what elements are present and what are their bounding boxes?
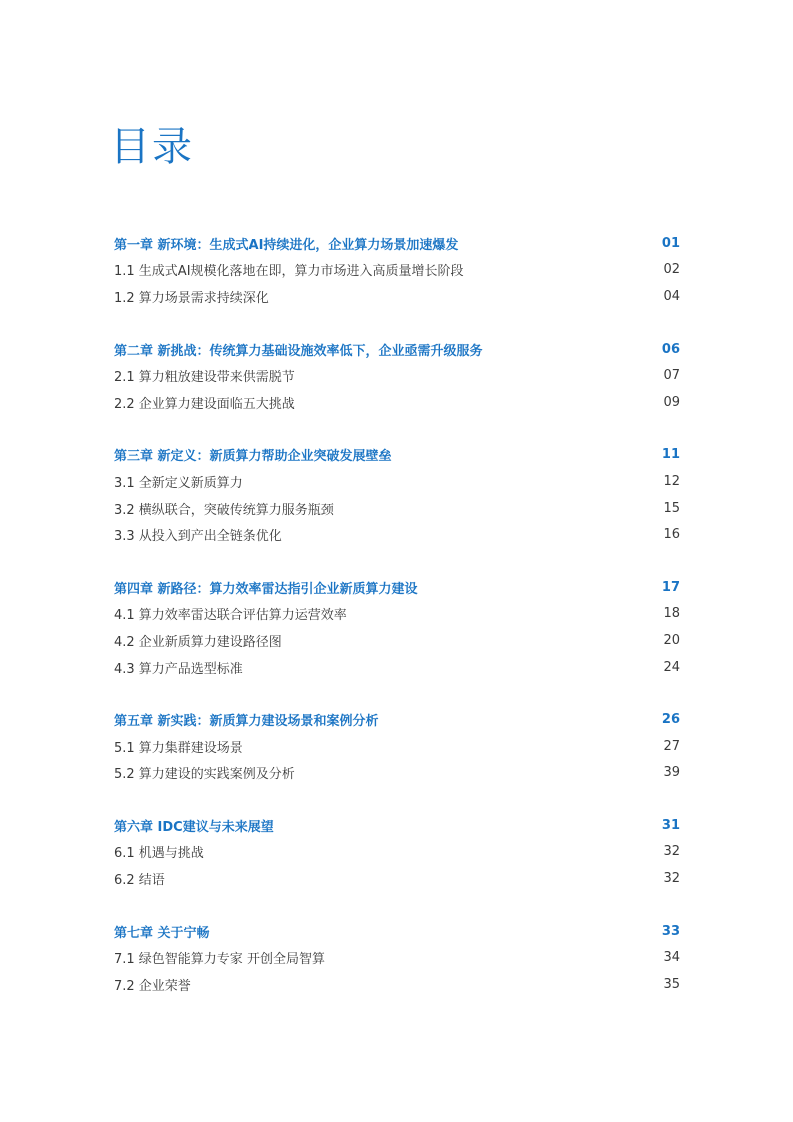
section-page-number: 35 bbox=[663, 976, 680, 992]
toc-section-entry[interactable] bbox=[114, 389, 680, 416]
toc-section-entry[interactable] bbox=[114, 468, 680, 495]
toc-section-entry[interactable] bbox=[114, 839, 680, 866]
section-title: 2.2 企业算力建设面临五大挑战 bbox=[114, 396, 295, 412]
section-title: 6.2 结语 bbox=[114, 873, 165, 889]
section-page-number: 27 bbox=[663, 738, 680, 754]
toc-section-entry[interactable] bbox=[114, 944, 680, 971]
toc-chapter-heading[interactable] bbox=[114, 812, 680, 839]
toc-chapter-4 bbox=[114, 574, 680, 680]
section-title: 5.1 算力集群建设场景 bbox=[114, 740, 243, 756]
chapter-page-number: 17 bbox=[661, 579, 680, 595]
chapter-title: 第六章 IDC建议与未来展望 bbox=[114, 819, 274, 835]
chapter-title: 第一章 新环境：生成式AI持续进化，企业算力场景加速爆发 bbox=[114, 237, 459, 253]
chapter-title: 第五章 新实践：新质算力建设场景和案例分析 bbox=[114, 714, 379, 730]
section-page-number: 12 bbox=[663, 473, 680, 489]
section-page-number: 32 bbox=[663, 844, 680, 860]
toc-section-entry[interactable] bbox=[114, 654, 680, 681]
chapter-title: 第七章 关于宁畅 bbox=[114, 925, 210, 941]
toc-section-entry[interactable] bbox=[114, 283, 680, 310]
section-title: 3.2 横纵联合，突破传统算力服务瓶颈 bbox=[114, 502, 334, 518]
section-page-number: 04 bbox=[663, 288, 680, 304]
toc-section-entry[interactable] bbox=[114, 521, 680, 548]
toc-chapter-heading[interactable] bbox=[114, 230, 680, 257]
toc-section-entry[interactable] bbox=[114, 257, 680, 284]
section-title: 7.1 绿色智能算力专家 开创全局智算 bbox=[114, 952, 325, 968]
section-title: 1.1 生成式AI规模化落地在即，算力市场进入高质量增长阶段 bbox=[114, 264, 464, 280]
toc-section-entry[interactable] bbox=[114, 601, 680, 628]
section-page-number: 02 bbox=[663, 262, 680, 278]
section-title: 3.1 全新定义新质算力 bbox=[114, 475, 243, 491]
toc-chapter-heading[interactable] bbox=[114, 336, 680, 363]
section-page-number: 24 bbox=[663, 659, 680, 675]
toc-chapter-heading[interactable] bbox=[114, 442, 680, 469]
toc-chapter-3 bbox=[114, 442, 680, 548]
toc-section-entry[interactable] bbox=[114, 733, 680, 760]
table-of-contents bbox=[114, 230, 680, 1024]
toc-chapter-heading[interactable] bbox=[114, 706, 680, 733]
section-title: 4.3 算力产品选型标准 bbox=[114, 661, 243, 677]
section-page-number: 39 bbox=[663, 765, 680, 781]
section-title: 3.3 从投入到产出全链条优化 bbox=[114, 529, 282, 545]
section-title: 4.2 企业新质算力建设路径图 bbox=[114, 634, 282, 650]
section-page-number: 15 bbox=[663, 500, 680, 516]
toc-section-entry[interactable] bbox=[114, 760, 680, 787]
section-page-number: 16 bbox=[663, 527, 680, 543]
chapter-page-number: 26 bbox=[661, 712, 680, 728]
toc-chapter-1 bbox=[114, 230, 680, 310]
toc-section-entry[interactable] bbox=[114, 627, 680, 654]
toc-section-entry[interactable] bbox=[114, 865, 680, 892]
section-title: 5.2 算力建设的实践案例及分析 bbox=[114, 767, 295, 783]
chapter-title: 第三章 新定义：新质算力帮助企业突破发展壁垒 bbox=[114, 449, 392, 465]
chapter-page-number: 01 bbox=[661, 235, 680, 251]
section-title: 7.2 企业荣誉 bbox=[114, 978, 191, 994]
section-page-number: 32 bbox=[663, 871, 680, 887]
toc-chapter-2 bbox=[114, 336, 680, 416]
chapter-title: 第二章 新挑战：传统算力基础设施效率低下，企业亟需升级服务 bbox=[114, 343, 483, 359]
page-title: 目录 bbox=[110, 124, 194, 170]
section-title: 2.1 算力粗放建设带来供需脱节 bbox=[114, 370, 295, 386]
section-page-number: 20 bbox=[663, 632, 680, 648]
section-page-number: 34 bbox=[663, 950, 680, 966]
toc-chapter-5 bbox=[114, 706, 680, 786]
toc-chapter-heading[interactable] bbox=[114, 918, 680, 945]
toc-section-entry[interactable] bbox=[114, 495, 680, 522]
chapter-title: 第四章 新路径：算力效率雷达指引企业新质算力建设 bbox=[114, 581, 418, 597]
toc-chapter-6 bbox=[114, 812, 680, 892]
section-title: 1.2 算力场景需求持续深化 bbox=[114, 290, 269, 306]
toc-chapter-heading[interactable] bbox=[114, 574, 680, 601]
section-title: 4.1 算力效率雷达联合评估算力运营效率 bbox=[114, 608, 347, 624]
chapter-page-number: 31 bbox=[661, 817, 680, 833]
section-page-number: 07 bbox=[663, 368, 680, 384]
chapter-page-number: 11 bbox=[661, 447, 680, 463]
section-page-number: 18 bbox=[663, 606, 680, 622]
section-page-number: 09 bbox=[663, 394, 680, 410]
toc-section-entry[interactable] bbox=[114, 971, 680, 998]
chapter-page-number: 06 bbox=[661, 341, 680, 357]
toc-chapter-7 bbox=[114, 918, 680, 998]
chapter-page-number: 33 bbox=[661, 923, 680, 939]
toc-section-entry[interactable] bbox=[114, 362, 680, 389]
section-title: 6.1 机遇与挑战 bbox=[114, 846, 204, 862]
